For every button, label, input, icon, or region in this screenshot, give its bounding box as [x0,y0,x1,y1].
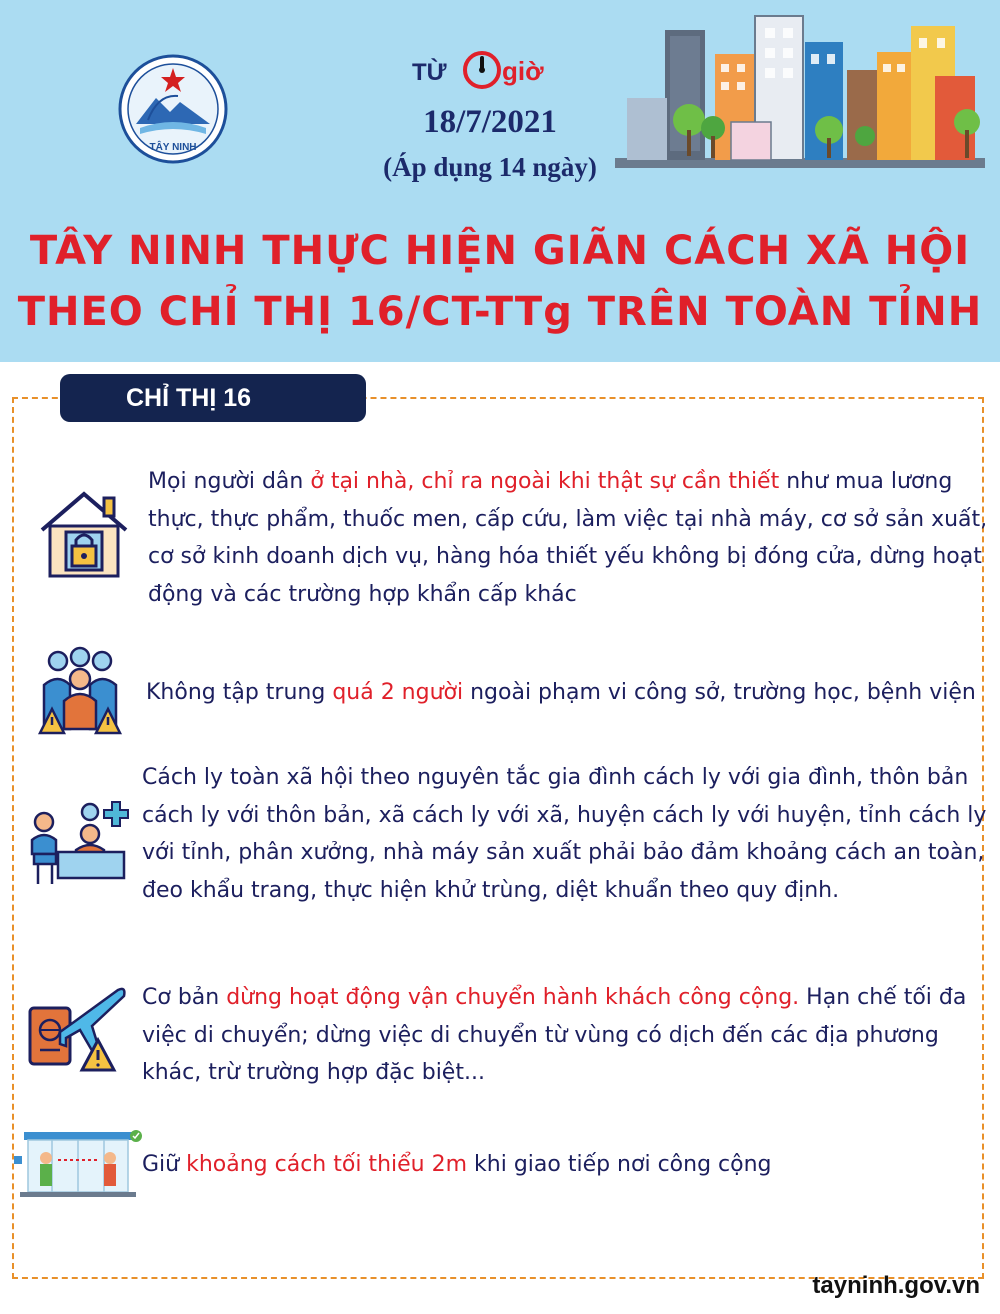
apply-duration: (Áp dụng 14 ngày) [383,152,597,182]
gio-label: giờ [502,56,544,86]
travel-warning-icon [22,982,130,1074]
distance-icon [14,1128,144,1200]
item-line: Giữ khoảng cách tối thiểu 2m khi giao tiếp nơi công cộng [142,1152,772,1177]
item-line: khác, trừ trường hợp đặc biệt... [142,1060,485,1085]
item-no-gathering [146,674,986,712]
item-isolation [142,759,987,909]
item-transport-stop [142,979,987,1092]
item-line: với tỉnh, phân xưởng, nhà máy sản xuất phải bảo đảm khoảng cách an toàn, [142,840,985,865]
item-line: thực, thực phẩm, thuốc men, cấp cứu, làm việc tại nhà máy, cơ sở sản xuất, [148,506,988,532]
item-line: động và các trường hợp khẩn cấp khác [148,581,577,607]
header-banner [0,0,1000,362]
item-keep-distance [142,1146,982,1184]
tu-label: TỪ [412,59,447,86]
tay-ninh-seal-logo [118,54,228,164]
quarantine-icon [28,798,132,886]
locked-house-icon [36,486,132,582]
city-skyline-illustration [615,12,985,174]
item-line: cơ sở kinh doanh dịch vụ, hàng hóa thiết yếu không bị đóng cửa, dừng hoạt [148,544,982,569]
item-line: việc di chuyển; dừng việc di chuyển từ vùng có dịch đến các địa phương [142,1022,939,1048]
item-line: Không tập trung quá 2 người ngoài phạm vi công sở, trường học, bệnh viện [146,680,976,705]
source-website: tayninh.gov.vn [812,1272,980,1299]
item-line: Mọi người dân ở tại nhà, chỉ ra ngoài khi thật sự cần thiết như mua lương [148,469,953,494]
directive-tab: CHỈ THỊ 16 [60,374,366,422]
main-title-line-2: THEO CHỈ THỊ 16/CT-TTg TRÊN TOÀN TỈNH [17,289,983,335]
seal-text: TÂY NINH [149,142,197,153]
main-title-line-1: TÂY NINH THỰC HIỆN GIÃN CÁCH XÃ HỘI [29,228,971,274]
item-line: Cách ly toàn xã hội theo nguyên tắc gia đình cách ly với gia đình, thôn bản [142,765,969,790]
item-line: cách ly với thôn bản, xã cách ly với xã, huyện cách ly với huyện, tỉnh cách ly [142,802,987,828]
effective-date: 18/7/2021 [423,104,557,140]
item-line: Cơ bản dừng hoạt động vận chuyển hành khách công cộng. Hạn chế tối đa [142,985,967,1010]
tu-gio-label [412,46,562,94]
item-line: đeo khẩu trang, thực hiện khử trùng, diệt khuẩn theo quy định. [142,877,840,903]
crowd-warning-icon [34,645,126,735]
item-stay-home [148,463,988,613]
